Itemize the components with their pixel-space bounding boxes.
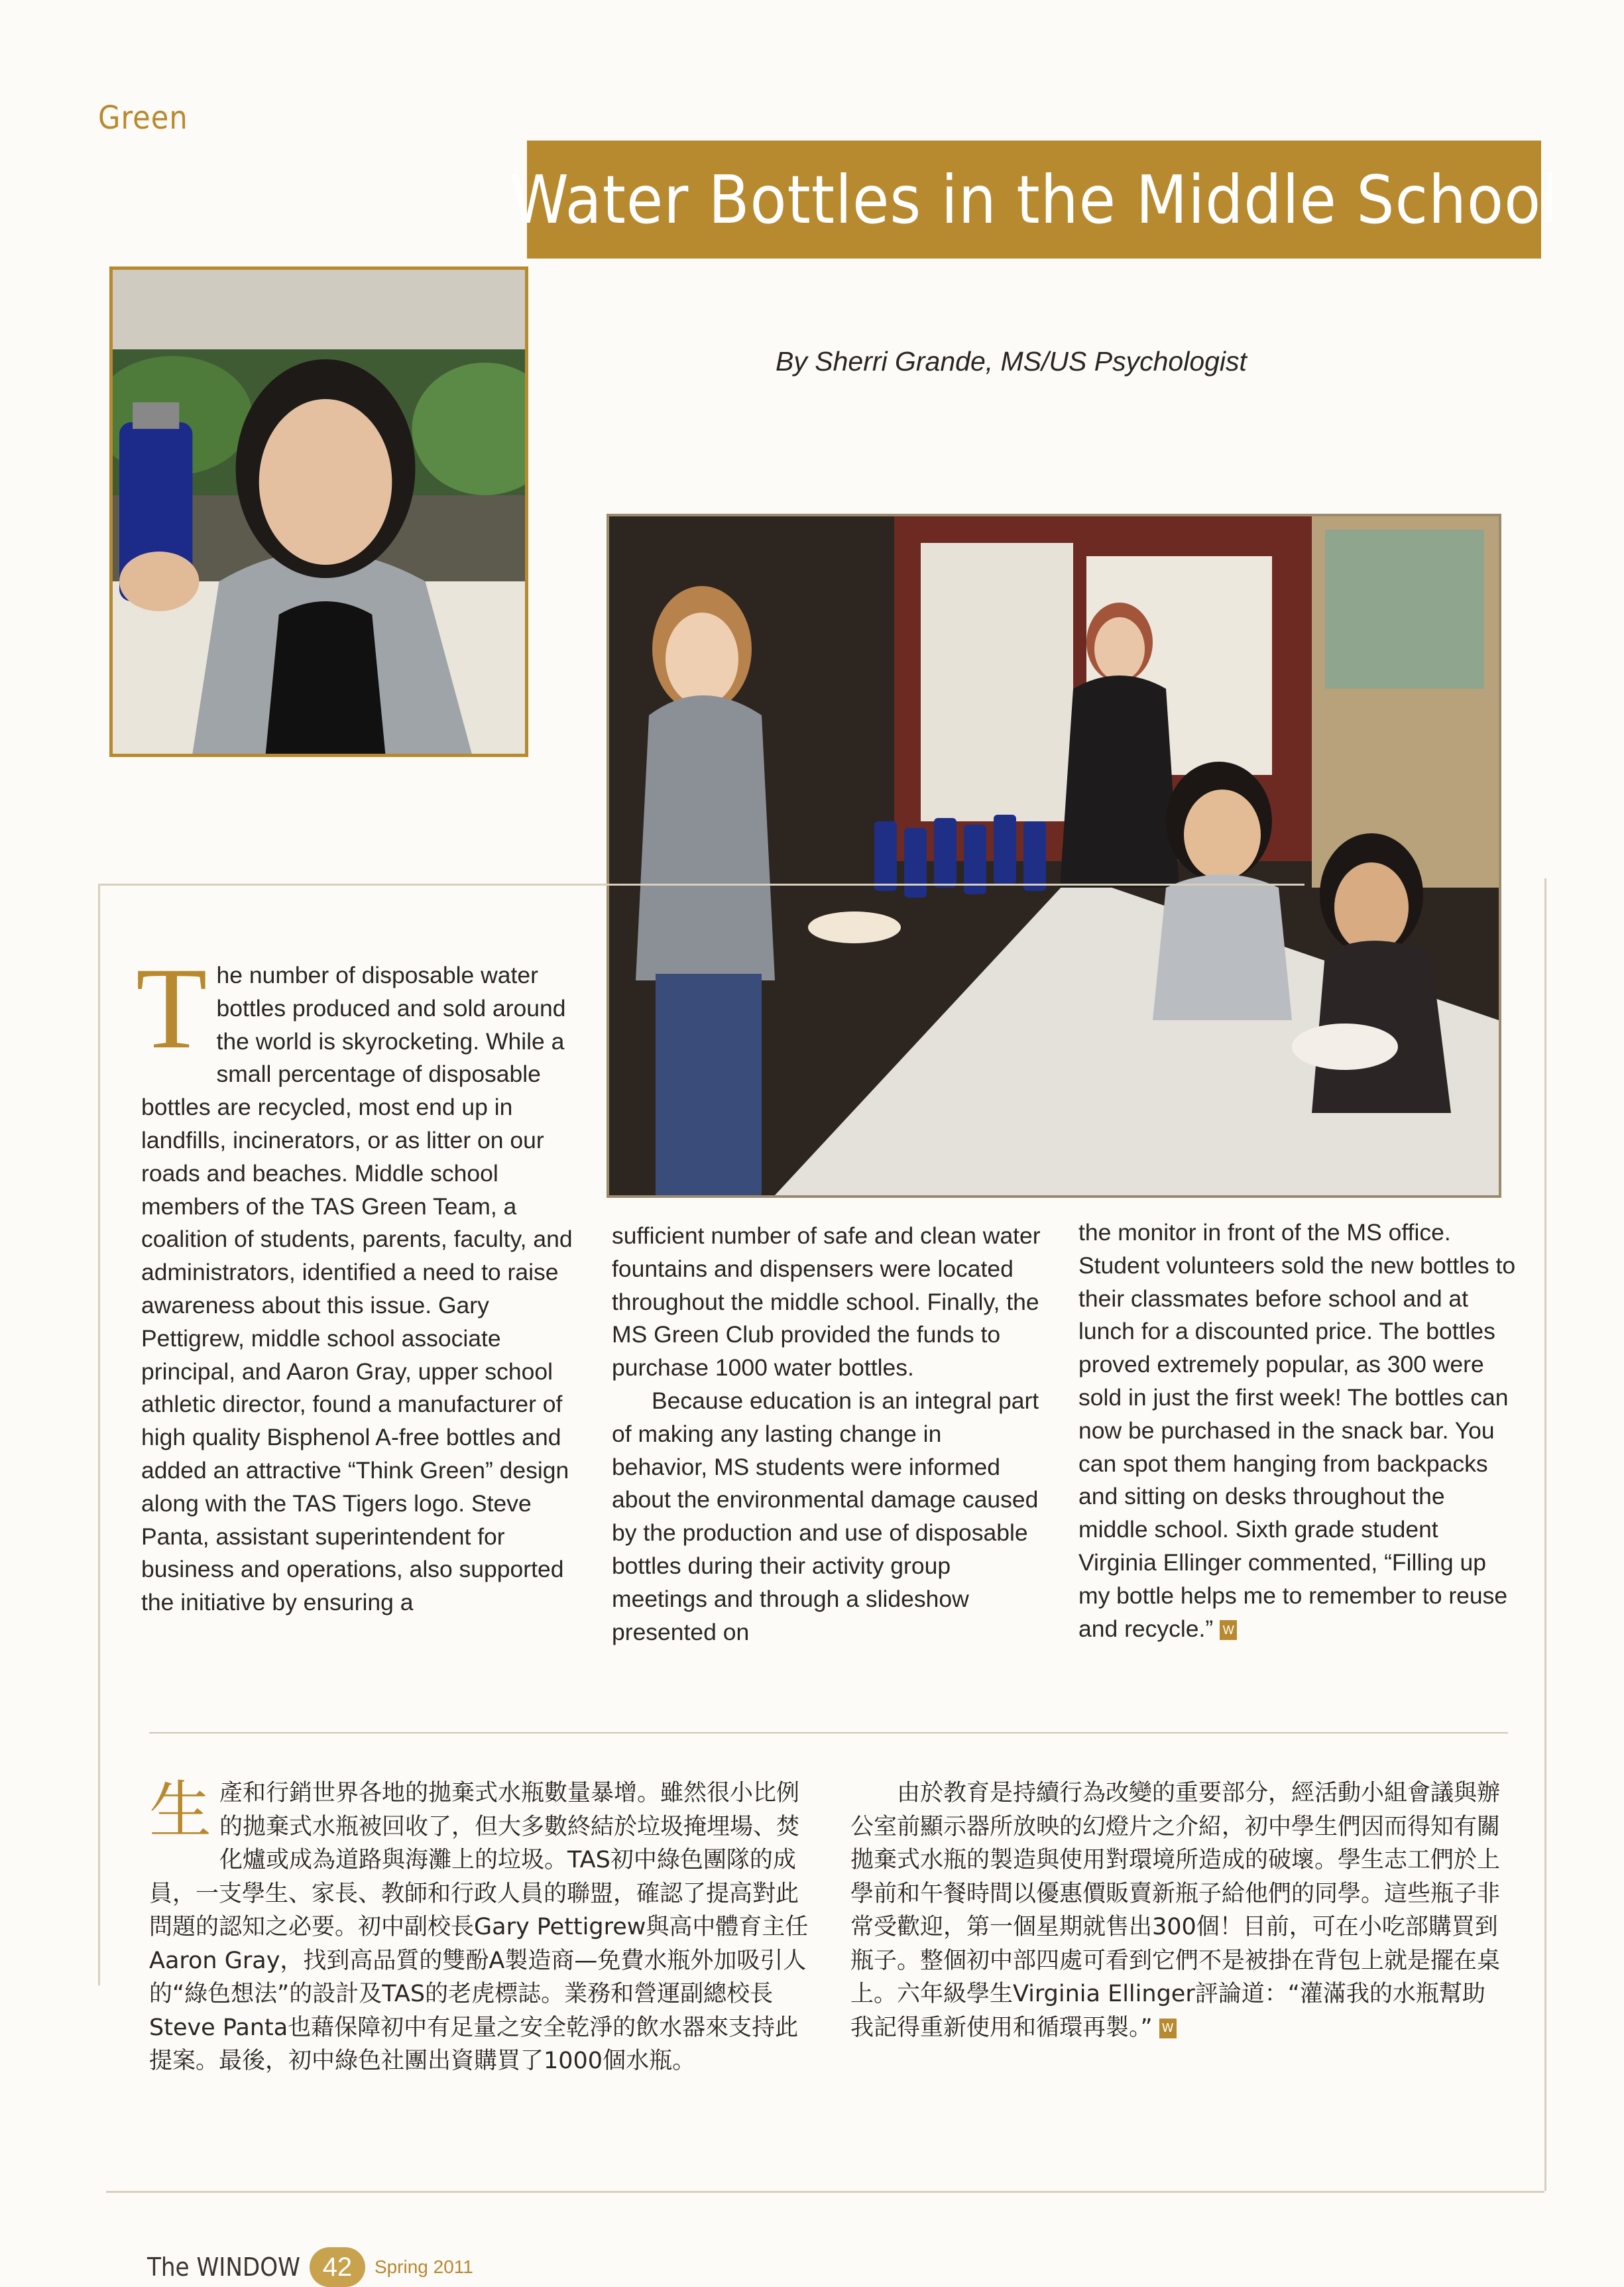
byline: By Sherri Grande, MS/US Psychologist [776, 346, 1247, 377]
photo-student-with-bottle [109, 266, 528, 757]
article-column-3 [1078, 1216, 1516, 1645]
chinese-drop-cap: 生 [149, 1775, 212, 1847]
title-banner [509, 141, 1559, 259]
chinese-paragraph-1: 產和行銷世界各地的拋棄式水瓶數量暴增。雖然很小比例的拋棄式水瓶被回收了，但大多數終結於垃圾掩埋場、焚化爐或成為道路與海灘上的垃圾。TAS初中綠色團隊的成員，一支學生、家長、教師和行政人員的聯盟，確認了提高對此問題的認知之必要。初中副校長Gary Pettigrew與高中體育主任Aaron Gray，找到高品質的雙酚A製造商—免費水瓶外加吸引人的“綠色想法”的設計及TAS的老虎標誌。業務和營運副總校長Steve Panta也藉保障初中有足量之安全乾淨的飲水器來支持此提案。最後，初中綠色社團出資購買了1000個水瓶。 [149, 1780, 809, 2074]
frame-rule-right [1544, 878, 1546, 2191]
main-photo-illustration [609, 516, 1499, 1195]
paragraph-1: he number of disposable water bottles produced and sold around the world is skyrocketing. While a small percentage of disposable bottles are recycled, most end up in landfills, incinerators, or as litter on our roads and beaches. Middle school members of the TAS Green Team, a coalition of students, parents, faculty, and administrators, identified a need to raise awareness about this issue. Gary Pettigrew, middle school associate principal, and Aaron Gray, upper school athletic director, found a manufacturer of high quality Bisphenol A-free bottles and added an attractive “Think Green” design along with the TAS Tigers logo. Steve Panta, assistant superintendent for business and operations, also supported the initiative by ensuring a [141, 962, 573, 1616]
page-footer [147, 2247, 473, 2287]
frame-rule-left [98, 885, 100, 1985]
page-number: 42 [310, 2247, 365, 2287]
chinese-column-2 [850, 1777, 1507, 2044]
paragraph-2: sufficient number of safe and clean water fountains and dispensers were located throughout the middle school. Finally, the MS Green Club provided the funds to purchase 1000 water bottles. [612, 1222, 1041, 1381]
section-label: Green [98, 99, 188, 137]
language-divider [149, 1732, 1508, 1733]
photo-students-selling-bottles [607, 514, 1501, 1198]
article-title: Water Bottles in the Middle School [509, 160, 1559, 239]
paragraph-3: Because education is an integral part of making any lasting change in behavior, MS students were informed about the environmental damage caused by the production and use of disposable bottles during their activity group meetings and through a slideshow presented on [612, 1387, 1039, 1645]
paragraph-4: the monitor in front of the MS office. Student volunteers sold the new bottles to their classmates before school and at lunch for a discounted price. The bottles proved extremely popular, as 300 were sold in just the first week! The bottles can now be purchased in the snack bar. You can spot them hanging from backpacks and sitting on desks throughout the middle school. Sixth grade student Virginia Ellinger commented, “Filling up my bottle helps me to remember to reuse and recycle.” [1078, 1219, 1516, 1642]
issue-label: Spring 2011 [374, 2257, 473, 2277]
frame-rule-top [98, 884, 1305, 886]
article-column-2 [612, 1220, 1043, 1649]
chinese-paragraph-2: 由於教育是持續行為改變的重要部分，經活動小組會議與辦公室前顯示器所放映的幻燈片之介紹，初中學生們因而得知有關拋棄式水瓶的製造與使用對環境所造成的破壞。學生志工們於上學前和午餐時間以優惠價販賣新瓶子給他們的同學。這些瓶子非常受歡迎，第一個星期就售出300個！目前，可在小吃部購買到瓶子。整個初中部四處可看到它們不是被掛在背包上就是擺在桌上。六年級學生Virginia Ellinger評論道：“灌滿我的水瓶幫助我記得重新使用和循環再製。” [850, 1780, 1501, 2041]
student-photo-illustration [113, 270, 525, 754]
end-mark-icon: W [1220, 1620, 1237, 1640]
chinese-column-1 [149, 1777, 812, 2078]
article-column-1 [136, 944, 585, 1619]
chinese-end-mark-icon: W [1159, 2019, 1177, 2038]
publication-name: The WINDOW [147, 2253, 300, 2282]
drop-cap: T [136, 944, 207, 1073]
frame-rule-bottom [106, 2191, 1544, 2193]
